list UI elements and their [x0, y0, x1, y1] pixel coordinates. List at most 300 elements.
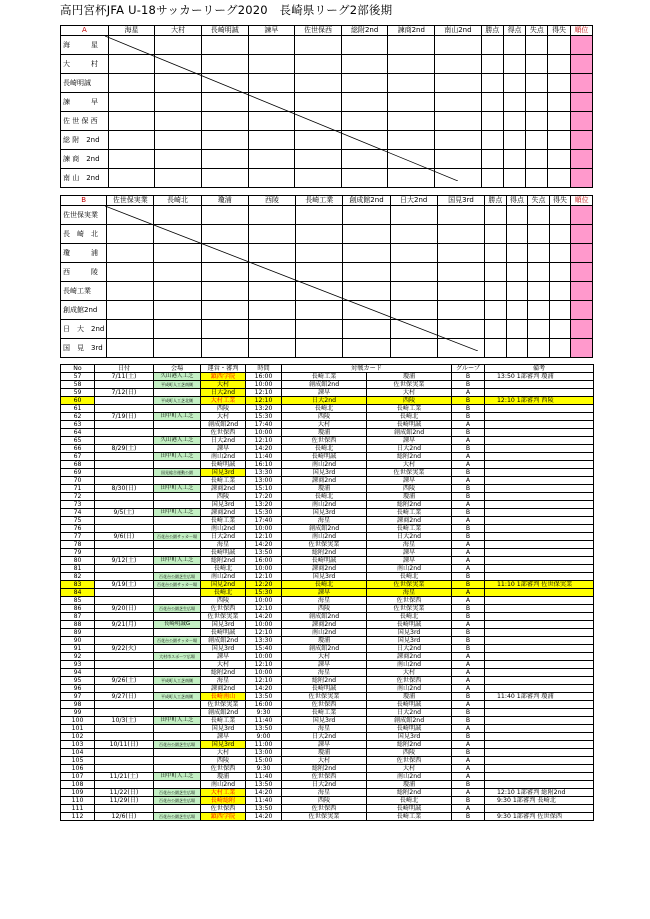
match-time: 12:10	[246, 605, 282, 613]
match-away-team: 大村	[367, 669, 452, 677]
match-note	[485, 437, 594, 445]
match-number: 96	[61, 685, 95, 693]
match-note	[485, 501, 594, 509]
match-date	[95, 781, 154, 789]
stat-cell	[506, 263, 528, 282]
match-away-team: 総附2nd	[367, 453, 452, 461]
match-row	[61, 773, 594, 781]
match-home-team: 総附2nd	[282, 549, 367, 557]
group_a-label: A	[61, 26, 109, 36]
result-cell	[388, 74, 435, 93]
result-cell	[388, 131, 435, 150]
match-home-team: 大村	[282, 653, 367, 661]
result-cell	[343, 339, 390, 358]
team-column-header: 長崎明誠	[201, 26, 248, 36]
match-note	[485, 405, 594, 413]
team-column-header: 創成館2nd	[343, 196, 390, 206]
match-venue	[154, 493, 201, 501]
match-away-team: 佐世保実業	[367, 381, 452, 389]
match-date	[95, 565, 154, 573]
schedule-header	[61, 365, 594, 373]
match-home-team: 佐世保西	[282, 437, 367, 445]
match-group: A	[452, 477, 485, 485]
result-cell	[201, 282, 248, 301]
result-cell	[437, 301, 484, 320]
result-cell	[154, 282, 201, 301]
match-home-team: 長崎明誠	[282, 453, 367, 461]
match-referee: 長崎明誠	[201, 461, 246, 469]
match-row	[61, 709, 594, 717]
match-venue	[154, 389, 201, 397]
match-time: 13:50	[246, 725, 282, 733]
match-referee: 海星	[201, 541, 246, 549]
result-cell	[248, 93, 295, 112]
team-name: 長崎工業	[61, 282, 107, 301]
team-name: 諫 商 2nd	[61, 150, 109, 169]
match-home-team: 諫早	[282, 589, 367, 597]
match-venue	[154, 421, 201, 429]
match-row	[61, 373, 594, 381]
group-b-table	[60, 195, 593, 358]
match-referee: 南山2nd	[201, 573, 246, 581]
match-venue: 田中町人工芝	[154, 557, 201, 565]
match-away-team: 長崎北	[367, 797, 452, 805]
match-date	[95, 437, 154, 445]
match-note	[485, 589, 594, 597]
match-home-team: 総附2nd	[282, 765, 367, 773]
match-number: 68	[61, 461, 95, 469]
match-row	[61, 405, 594, 413]
match-time: 13:50	[246, 781, 282, 789]
team-column-header: 海星	[108, 26, 155, 36]
match-row	[61, 701, 594, 709]
match-home-team: 総附2nd	[282, 677, 367, 685]
match-group: B	[452, 509, 485, 517]
match-date	[95, 421, 154, 429]
match-time: 14:20	[246, 789, 282, 797]
result-cell	[295, 36, 342, 55]
team-row	[61, 150, 593, 169]
result-cell	[248, 169, 295, 188]
match-date	[95, 453, 154, 461]
match-venue	[154, 589, 201, 597]
match-group: A	[452, 541, 485, 549]
match-note	[485, 621, 594, 629]
match-time: 11:40	[246, 717, 282, 725]
match-group: A	[452, 701, 485, 709]
stat-cell	[506, 282, 528, 301]
match-away-team: 日大2nd	[367, 645, 452, 653]
team-name: 総 附 2nd	[61, 131, 109, 150]
match-group: B	[452, 717, 485, 725]
match-time: 11:40	[246, 773, 282, 781]
stat-cell	[528, 225, 550, 244]
match-date	[95, 733, 154, 741]
match-number: 106	[61, 765, 95, 773]
match-row	[61, 781, 594, 789]
match-group: B	[452, 525, 485, 533]
match-row	[61, 645, 594, 653]
result-cell	[437, 282, 484, 301]
match-schedule-table	[60, 364, 594, 821]
match-referee: 諫早	[201, 445, 246, 453]
match-referee: 西陵	[201, 597, 246, 605]
stat-cell	[503, 131, 525, 150]
stat-cell	[526, 169, 548, 188]
match-note	[485, 533, 594, 541]
match-away-team: 長崎明誠	[367, 805, 452, 813]
match-group: A	[452, 789, 485, 797]
match-row	[61, 813, 594, 821]
rank-cell	[570, 112, 592, 131]
stat-cell	[503, 36, 525, 55]
match-venue: 国見総合運動公園	[154, 469, 201, 477]
match-away-team: 諫早	[367, 557, 452, 565]
team-column-header: 長崎北	[154, 196, 201, 206]
result-cell	[435, 74, 482, 93]
match-row	[61, 661, 594, 669]
match-note	[485, 605, 594, 613]
match-home-team: 長崎工業	[282, 373, 367, 381]
match-group: B	[452, 445, 485, 453]
match-date	[95, 397, 154, 405]
schedule-header-cell: グループ	[452, 365, 485, 373]
team-column-header: 大村	[155, 26, 202, 36]
result-cell	[154, 301, 201, 320]
match-referee: 大村	[201, 381, 246, 389]
stat-cell	[481, 74, 503, 93]
match-row	[61, 517, 594, 525]
match-group: B	[452, 733, 485, 741]
match-venue	[154, 661, 201, 669]
match-number: 99	[61, 709, 95, 717]
match-home-team: 大村	[282, 757, 367, 765]
match-note	[485, 477, 594, 485]
match-time: 12:10	[246, 533, 282, 541]
match-date: 11/29(日)	[95, 797, 154, 805]
match-home-team: 国見3rd	[282, 509, 367, 517]
result-cell	[248, 112, 295, 131]
result-cell	[295, 55, 342, 74]
match-home-team: 創成館2nd	[282, 525, 367, 533]
match-home-team: 長崎北	[282, 493, 367, 501]
result-cell	[108, 112, 155, 131]
team-column-header: 日大2nd	[390, 196, 437, 206]
match-referee: 国見3rd	[201, 741, 246, 749]
team-row	[61, 74, 593, 93]
match-time: 11:40	[246, 453, 282, 461]
match-date: 9/19(土)	[95, 581, 154, 589]
result-cell	[248, 320, 295, 339]
match-date: 11/21(土)	[95, 773, 154, 781]
result-cell	[296, 301, 343, 320]
match-time: 12:20	[246, 581, 282, 589]
schedule-header-cell: 運営・審判	[201, 365, 246, 373]
match-away-team: 創成館2nd	[367, 717, 452, 725]
match-home-team: 創成館2nd	[282, 613, 367, 621]
stat-cell	[526, 74, 548, 93]
result-cell	[341, 112, 388, 131]
match-away-team: 国見3rd	[367, 629, 452, 637]
match-home-team: 日大2nd	[282, 733, 367, 741]
match-venue: 平成町人工芝北側	[154, 397, 201, 405]
match-time: 17:40	[246, 517, 282, 525]
match-note: 13:50 1部審判 瓊浦	[485, 373, 594, 381]
result-cell	[248, 339, 295, 358]
match-referee: 総附2nd	[201, 669, 246, 677]
match-venue	[154, 629, 201, 637]
match-referee: 大村	[201, 661, 246, 669]
result-cell	[295, 112, 342, 131]
match-row	[61, 493, 594, 501]
match-date	[95, 709, 154, 717]
team-name: 長崎明誠	[61, 74, 109, 93]
match-away-team: 佐世保実業	[367, 581, 452, 589]
match-row	[61, 453, 594, 461]
match-row	[61, 717, 594, 725]
match-referee: 国見3rd	[201, 501, 246, 509]
result-cell	[201, 74, 248, 93]
stat-cell	[506, 301, 528, 320]
stat-cell	[506, 225, 528, 244]
stat-cell	[526, 93, 548, 112]
result-cell	[343, 244, 390, 263]
match-date	[95, 381, 154, 389]
result-cell	[437, 339, 484, 358]
match-number: 59	[61, 389, 95, 397]
match-row	[61, 429, 594, 437]
result-cell	[248, 150, 295, 169]
match-date	[95, 573, 154, 581]
stat-column-header: 得点	[503, 26, 525, 36]
match-number: 102	[61, 733, 95, 741]
match-number: 104	[61, 749, 95, 757]
match-home-team: 国見3rd	[282, 469, 367, 477]
match-note	[485, 469, 594, 477]
match-referee: 佐世保西	[201, 765, 246, 773]
result-cell	[154, 206, 201, 225]
match-note	[485, 557, 594, 565]
match-referee: 大村	[201, 749, 246, 757]
match-number: 93	[61, 661, 95, 669]
stat-cell	[549, 339, 571, 358]
match-referee: 国見3rd	[201, 725, 246, 733]
match-note	[485, 645, 594, 653]
match-date	[95, 429, 154, 437]
team-name: 大 村	[61, 55, 109, 74]
match-home-team: 長崎北	[282, 405, 367, 413]
match-venue	[154, 781, 201, 789]
match-date	[95, 629, 154, 637]
match-number: 101	[61, 725, 95, 733]
match-time: 12:10	[246, 397, 282, 405]
match-home-team: 国見3rd	[282, 573, 367, 581]
result-cell	[437, 244, 484, 263]
match-number: 89	[61, 629, 95, 637]
stat-cell	[528, 339, 550, 358]
result-cell	[435, 169, 482, 188]
match-referee: 西陵	[201, 493, 246, 501]
stat-cell	[503, 74, 525, 93]
match-row	[61, 581, 594, 589]
match-referee: 長崎総附	[201, 797, 246, 805]
match-home-team: 西陵	[282, 797, 367, 805]
result-cell	[201, 339, 248, 358]
match-home-team: 大村	[282, 421, 367, 429]
team-name: 佐 世 保 西	[61, 112, 109, 131]
result-cell	[107, 282, 154, 301]
match-home-team: 諫早	[282, 661, 367, 669]
rank-cell	[570, 36, 592, 55]
result-cell	[107, 339, 154, 358]
match-referee: 大村工業	[201, 789, 246, 797]
match-number: 80	[61, 557, 95, 565]
match-date	[95, 805, 154, 813]
stat-cell	[485, 301, 507, 320]
match-away-team: 海星	[367, 541, 452, 549]
team-name: 西 陵	[61, 263, 107, 282]
stat-cell	[485, 206, 507, 225]
match-row	[61, 605, 594, 613]
match-home-team: 瓊浦	[282, 749, 367, 757]
match-date: 9/6(日)	[95, 533, 154, 541]
match-row	[61, 685, 594, 693]
match-number: 78	[61, 541, 95, 549]
match-note: 12:10 1部審判 総附2nd	[485, 789, 594, 797]
result-cell	[108, 36, 155, 55]
match-referee: 大村	[201, 413, 246, 421]
match-away-team: 長崎工業	[367, 509, 452, 517]
result-cell	[107, 206, 154, 225]
match-venue	[154, 749, 201, 757]
page-title: 高円宮杯JFA U-18サッカーリーグ2020 長崎県リーグ2部後期	[60, 3, 393, 17]
result-cell	[296, 339, 343, 358]
match-referee: 総附2nd	[201, 557, 246, 565]
team-name: 海 星	[61, 36, 109, 55]
match-away-team: 創成館2nd	[367, 429, 452, 437]
match-date: 9/21(月)	[95, 621, 154, 629]
stat-cell	[526, 150, 548, 169]
result-cell	[341, 55, 388, 74]
result-cell	[248, 263, 295, 282]
match-away-team: 長崎北	[367, 613, 452, 621]
result-cell	[154, 244, 201, 263]
match-venue	[154, 685, 201, 693]
team-row	[61, 301, 593, 320]
match-date	[95, 461, 154, 469]
match-away-team: 西陵	[367, 397, 452, 405]
match-venue	[154, 477, 201, 485]
match-group: A	[452, 773, 485, 781]
stat-cell	[548, 131, 570, 150]
match-venue: 田中町人工芝	[154, 485, 201, 493]
match-home-team: 海星	[282, 597, 367, 605]
stat-cell	[481, 93, 503, 112]
result-cell	[390, 244, 437, 263]
stat-cell	[481, 169, 503, 188]
match-referee: 鎮西学院	[201, 813, 246, 821]
match-row	[61, 693, 594, 701]
match-home-team: 佐世保西	[282, 773, 367, 781]
match-number: 60	[61, 397, 95, 405]
match-row	[61, 733, 594, 741]
match-group: A	[452, 805, 485, 813]
match-referee: 長崎北	[201, 589, 246, 597]
stat-column-header: 得失	[549, 196, 571, 206]
match-away-team: 日大2nd	[367, 445, 452, 453]
match-venue: 田中町人工芝	[154, 453, 201, 461]
match-date	[95, 405, 154, 413]
match-date	[95, 653, 154, 661]
match-row	[61, 637, 594, 645]
rank-cell	[571, 244, 593, 263]
group_a-header-row	[61, 26, 593, 36]
match-group: B	[452, 493, 485, 501]
match-time: 11:40	[246, 797, 282, 805]
result-cell	[201, 225, 248, 244]
match-home-team: 海星	[282, 725, 367, 733]
match-away-team: 総附2nd	[367, 741, 452, 749]
stat-cell	[549, 244, 571, 263]
result-cell	[201, 131, 248, 150]
match-note	[485, 421, 594, 429]
match-row	[61, 485, 594, 493]
schedule-header-cell: 会場	[154, 365, 201, 373]
match-date: 7/12(日)	[95, 389, 154, 397]
match-number: 109	[61, 789, 95, 797]
match-number: 103	[61, 741, 95, 749]
match-venue: 百花台公園芝生広場	[154, 573, 201, 581]
rank-cell	[571, 263, 593, 282]
match-home-team: 創成館2nd	[282, 645, 367, 653]
rank-cell	[571, 225, 593, 244]
team-row	[61, 263, 593, 282]
match-referee: 佐世保実業	[201, 613, 246, 621]
team-column-header: 瓊浦	[201, 196, 248, 206]
match-venue	[154, 725, 201, 733]
match-home-team: 諫早	[282, 389, 367, 397]
match-time: 9:00	[246, 733, 282, 741]
match-time: 14:20	[246, 685, 282, 693]
result-cell	[201, 263, 248, 282]
match-group: A	[452, 725, 485, 733]
match-group: A	[452, 549, 485, 557]
match-away-team: 佐世保実業	[367, 605, 452, 613]
match-note	[485, 733, 594, 741]
match-row	[61, 669, 594, 677]
result-cell	[201, 244, 248, 263]
result-cell	[248, 55, 295, 74]
result-cell	[108, 55, 155, 74]
result-cell	[343, 282, 390, 301]
match-date	[95, 765, 154, 773]
result-cell	[295, 131, 342, 150]
match-venue: 百花台公園芝生広場	[154, 813, 201, 821]
group_b-header-row	[61, 196, 593, 206]
result-cell	[390, 301, 437, 320]
result-cell	[341, 150, 388, 169]
stat-cell	[485, 244, 507, 263]
match-date	[95, 701, 154, 709]
match-away-team: 諫早	[367, 437, 452, 445]
result-cell	[248, 301, 295, 320]
match-venue: 平成町人工芝南側	[154, 693, 201, 701]
match-number: 58	[61, 381, 95, 389]
stat-cell	[485, 282, 507, 301]
match-note	[485, 725, 594, 733]
match-group: A	[452, 557, 485, 565]
match-number: 71	[61, 485, 95, 493]
